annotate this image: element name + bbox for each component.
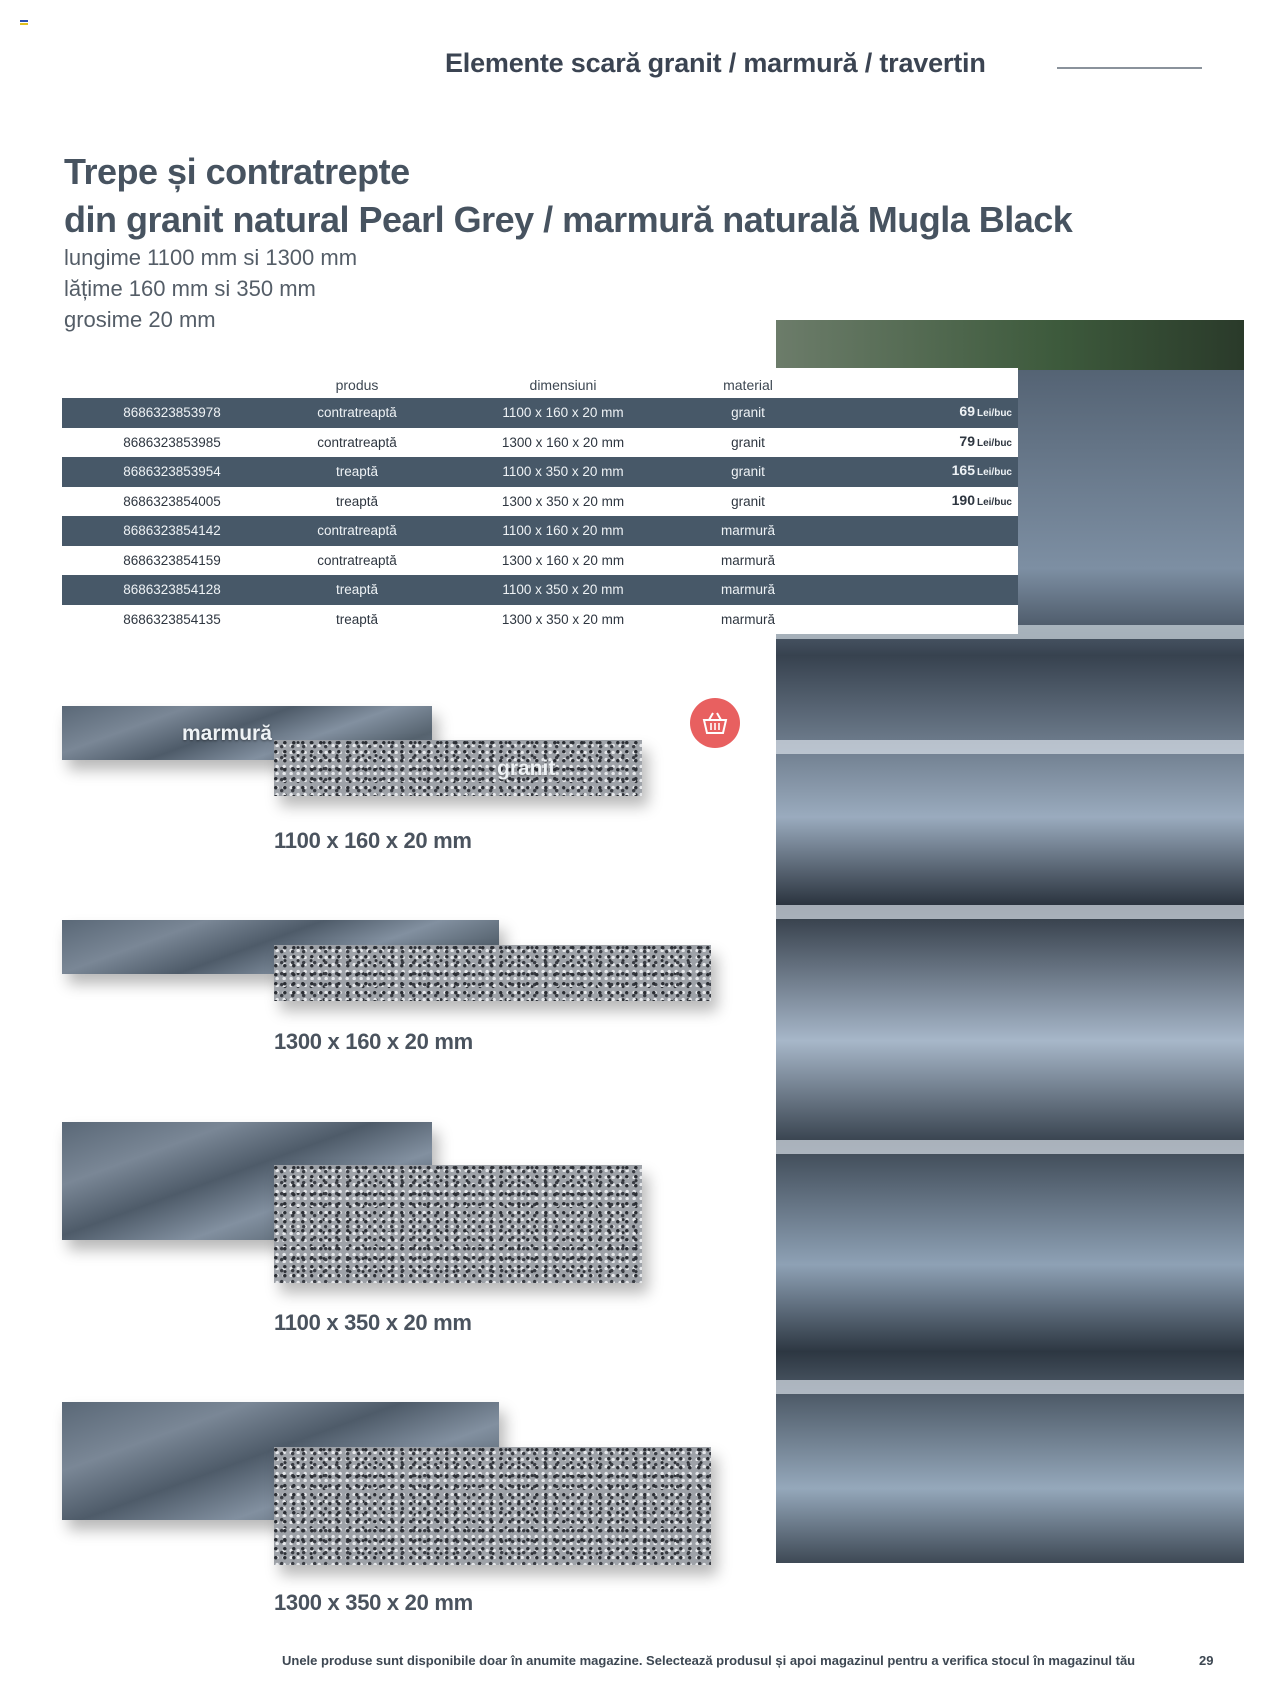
basket-button[interactable] [690,698,740,748]
product-dimensions: 1100 x 160 x 20 mm [502,405,624,420]
product-code: 8686323853978 [123,405,221,420]
product-type: contratreaptă [317,434,397,450]
product-price [952,492,1012,508]
table-body [62,398,1018,634]
product-code: 8686323854135 [123,611,221,627]
product-code: 8686323853985 [123,434,221,450]
product-price [952,462,1012,478]
price-unit: Lei/buc [976,408,1012,419]
product-type: contratreaptă [317,552,397,568]
granite-label: granit [497,757,556,780]
product-dimensions: 1300 x 350 x 20 mm [501,493,625,509]
table-row [62,546,1018,576]
dimension-label: 1100 x 160 x 20 mm [274,828,472,853]
footer-note: Unele produse sunt disponibile doar în anumite magazine. Selectează produsul și apoi magazinul pentru a verifica stocul în magazinul tău [282,1653,1136,1668]
price-value: 165 [951,462,975,478]
product-code: 8686323854142 [123,523,221,538]
corner-flag-icon [20,20,28,26]
section-title: Elemente scară granit / marmură / travertin [445,48,986,78]
product-price [959,403,1012,419]
col-produs: produs [335,377,379,393]
table-row [62,575,1018,605]
col-material: material [723,377,773,393]
granite-slab [274,945,711,1001]
page-number: 29 [1199,1653,1214,1668]
table-row [62,428,1018,458]
product-code: 8686323853954 [123,464,221,479]
price-value: 69 [959,403,975,419]
granite-slab [274,740,642,796]
product-material: marmură [720,523,776,538]
table-row [62,457,1018,487]
dimension-label: 1300 x 350 x 20 mm [274,1590,473,1615]
product-dimensions: 1100 x 350 x 20 mm [502,464,624,479]
table-row [62,605,1018,635]
price-value: 79 [959,432,975,449]
specs [64,242,357,335]
price-unit: Lei/buc [976,496,1012,508]
product-dimensions: 1300 x 350 x 20 mm [501,611,625,627]
spec-length: lungime 1100 mm si 1300 mm [64,245,358,270]
table-row [62,516,1018,546]
table-header [62,368,1018,398]
product-type: contratreaptă [317,405,397,420]
product-dimensions: 1100 x 350 x 20 mm [502,582,624,597]
marble-label: marmură [182,722,272,745]
table-row [62,398,1018,428]
dimension-label: 1300 x 160 x 20 mm [274,1029,473,1054]
header-divider [1057,67,1202,69]
title-line-1: Trepe și contratrepte [64,151,410,192]
title-line-2: din granit natural Pearl Grey / marmură naturală Mugla Black [64,199,1073,240]
product-dimensions: 1300 x 160 x 20 mm [501,434,625,450]
spec-width: lățime 160 mm si 350 mm [64,276,316,301]
product-material: marmură [720,611,776,627]
price-value: 190 [951,491,975,508]
product-code: 8686323854128 [123,582,221,597]
shopping-basket-icon [700,710,730,736]
product-material: marmură [720,552,776,568]
product-type: treaptă [335,611,379,627]
product-price [959,433,1012,449]
granite-slab [274,1165,642,1283]
product-code: 8686323854005 [123,493,221,509]
product-dimensions: 1300 x 160 x 20 mm [501,552,625,568]
product-type: contratreaptă [317,523,397,538]
spec-thickness: grosime 20 mm [64,307,216,332]
product-material: marmură [720,582,776,597]
product-type: treaptă [335,464,379,479]
granite-slab [274,1447,711,1565]
product-material: granit [731,434,765,450]
product-dimensions: 1100 x 160 x 20 mm [502,523,624,538]
product-material: granit [731,493,765,509]
dimension-label: 1100 x 350 x 20 mm [274,1310,472,1335]
product-code: 8686323854159 [123,552,221,568]
product-type: treaptă [335,493,379,509]
page-title [64,148,1072,244]
table-row [62,487,1018,517]
product-material: granit [731,464,765,479]
price-unit: Lei/buc [976,467,1012,478]
product-table [62,368,1018,634]
col-dimensiuni: dimensiuni [529,377,597,393]
price-unit: Lei/buc [976,437,1012,449]
product-type: treaptă [335,582,379,597]
product-material: granit [731,405,765,420]
